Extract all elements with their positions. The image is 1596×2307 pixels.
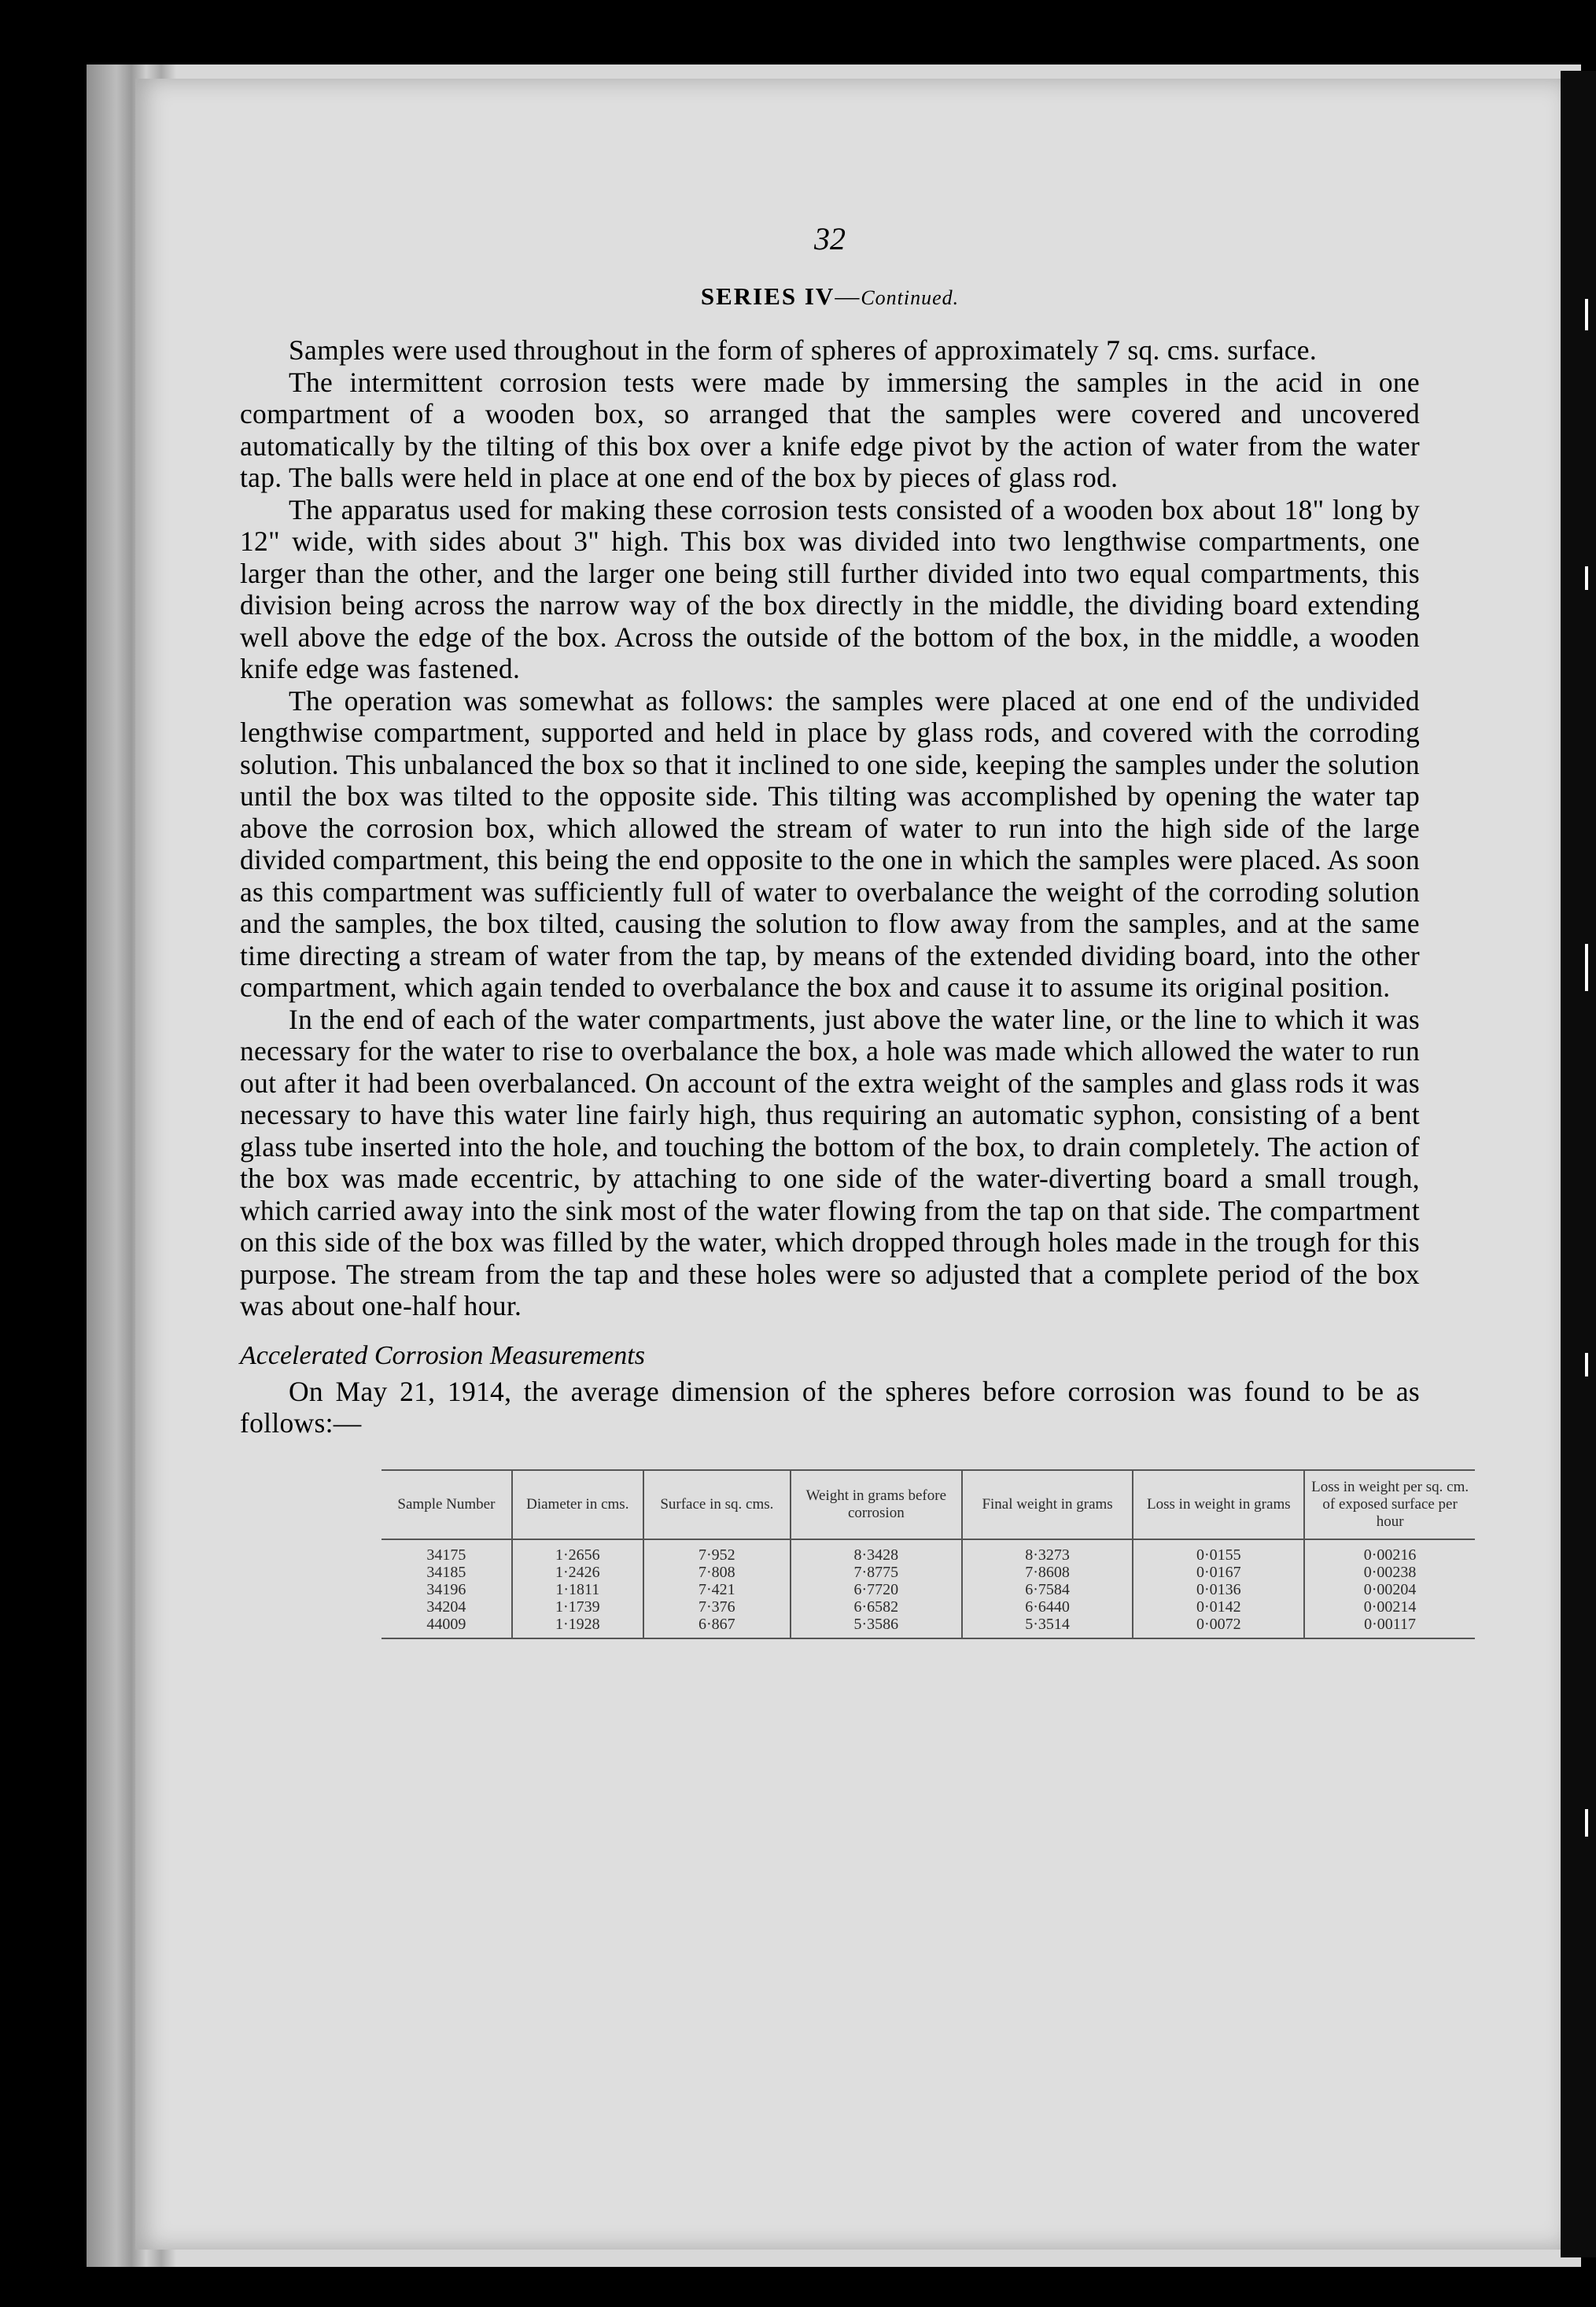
table-cell: 5·3586 xyxy=(853,1615,899,1633)
table-cell: 34175 xyxy=(426,1546,466,1564)
table-cell: 7·421 xyxy=(698,1580,735,1598)
table-cell: 34204 xyxy=(426,1598,466,1616)
table-cell: 7·8608 xyxy=(1025,1563,1070,1581)
scan-artifact xyxy=(1585,944,1588,991)
table-cell-column xyxy=(1133,1539,1304,1638)
heading-dash: — xyxy=(835,282,861,310)
table-cell: 6·6440 xyxy=(1025,1598,1070,1616)
table-cell: 6·7720 xyxy=(853,1580,899,1598)
table-cell: 7·376 xyxy=(698,1598,735,1616)
table-cell: 0·0155 xyxy=(1196,1546,1241,1564)
series-heading xyxy=(240,282,1420,311)
table-cell: 0·00214 xyxy=(1363,1598,1417,1616)
paragraph: The operation was somewhat as follows: the samples were placed at one end of the undivided lengthwise compartment, supported and held in place by glass rods, and covered with the corroding solution. This unbalanced the box so that it inclined to one side, keeping the samples under the solution until the box was tilted to the opposite side. This tilting was accomplished by opening the water tap above the corrosion box, which allowed the stream of water to run into the high side of the large divided compartment, this being the end opposite to the one in which the samples were placed. As soon as this compartment was sufficiently full of water to overbalance the weight of the corroding solution and the samples, the box tilted, causing the solution to flow away from the samples, and at the same time directing a stream of water from the tap, by means of the extended dividing board, into the other compartment, which again tended to overbalance the box and cause it to assume its original position. xyxy=(240,684,1420,1003)
table-cell-column xyxy=(791,1539,962,1638)
table-cell: 7·952 xyxy=(698,1546,735,1564)
table-cell: 5·3514 xyxy=(1025,1615,1070,1633)
table-cell-column xyxy=(643,1539,791,1638)
column-header: Loss in weight in grams xyxy=(1133,1470,1304,1539)
section-title: Accelerated Corrosion Measurements xyxy=(240,1340,645,1370)
table-cell: 6·6582 xyxy=(853,1598,899,1616)
column-header: Diameter in cms. xyxy=(512,1470,643,1539)
table-cell: 44009 xyxy=(426,1615,466,1633)
table-cell: 1·2426 xyxy=(555,1563,600,1581)
table-cell: 34185 xyxy=(426,1563,466,1581)
table-cell-column xyxy=(962,1539,1133,1638)
corrosion-table xyxy=(381,1469,1475,1639)
scan-border xyxy=(1561,71,1596,2257)
table-cell: 1·1928 xyxy=(555,1615,600,1633)
column-header: Final weight in grams xyxy=(962,1470,1133,1539)
paragraph: Samples were used throughout in the form of spheres of approximately 7 sq. cms. surface. xyxy=(289,334,1318,366)
table-cell: 6·7584 xyxy=(1025,1580,1070,1598)
table-cell: 0·00117 xyxy=(1364,1615,1417,1633)
table-cell: 0·00238 xyxy=(1363,1563,1417,1581)
paragraph: In the end of each of the water compartments, just above the water line, or the line to which it was necessary for the water to rise to overbalance the box, a hole was made which allowed the water to run out after it had been overbalanced. On account of the extra weight of the samples and glass rods it was necessary to have this water line fairly high, thus requiring an automatic syphon, consisting of a bent glass tube inserted into the hole, and touching the bottom of the box, to drain completely. The action of the box was made eccentric, by attaching to one side of the water-diverting board a small trough, which carried away into the sink most of the water flowing from the tap on that side. The compartment on this side of the box was filled by the water, which dropped through holes made in the trough for this purpose. The stream from the tap and these holes were so adjusted that a complete period of the box was about one-half hour. xyxy=(240,1003,1420,1321)
table-cell: 8·3273 xyxy=(1025,1546,1070,1564)
table-row xyxy=(381,1539,1475,1638)
column-header: Sample Number xyxy=(381,1470,512,1539)
scan-artifact xyxy=(1585,1353,1588,1376)
table-cell: 0·00204 xyxy=(1363,1580,1417,1598)
table-cell: 7·8775 xyxy=(853,1563,899,1581)
table-cell: 0·0142 xyxy=(1196,1598,1241,1616)
paragraph: The apparatus used for making these corrosion tests consisted of a wooden box about 18" long by 12" wide, with sides about 3" high. This box was divided into two lengthwise compartments, one larger than the other, and the larger one being still further divided into two equal compartments, this division being across the narrow way of the box directly in the middle, the dividing board extending well above the edge of the box. Across the outside of the bottom of the box, in the middle, a wooden knife edge was fastened. xyxy=(240,493,1420,684)
page-number: 32 xyxy=(814,221,846,256)
section-intro: On May 21, 1914, the average dimension of the spheres before corrosion was found to be as follows:— xyxy=(240,1375,1420,1439)
scan-artifact xyxy=(1585,566,1588,590)
table-cell: 1·1811 xyxy=(555,1580,600,1598)
table-cell: 34196 xyxy=(426,1580,466,1598)
table-cell: 6·867 xyxy=(698,1615,735,1633)
table-header-row xyxy=(381,1470,1475,1539)
scan-artifact xyxy=(1585,1809,1588,1837)
table-cell: 1·1739 xyxy=(555,1598,600,1616)
table-cell: 0·0136 xyxy=(1196,1580,1241,1598)
paragraph: The intermittent corrosion tests were made by immersing the samples in the acid in one compartment of a wooden box, so arranged that the samples were covered and uncovered automatically by the tilting of this box over a knife edge pivot by the action of water from the water tap. The balls were held in place at one end of the box by pieces of glass rod. xyxy=(240,366,1420,493)
table-cell: 0·0072 xyxy=(1196,1615,1241,1633)
table-cell-column xyxy=(1304,1539,1475,1638)
table-cell-column xyxy=(381,1539,512,1638)
series-title: SERIES IV xyxy=(700,282,835,310)
table-cell: 0·00216 xyxy=(1363,1546,1417,1564)
scan-artifact xyxy=(1585,299,1588,330)
table-cell: 0·0167 xyxy=(1196,1563,1241,1581)
column-header: Loss in weight per sq. cm. of exposed surface per hour xyxy=(1304,1470,1475,1539)
column-header: Weight in grams before corrosion xyxy=(791,1470,962,1539)
table-cell: 7·808 xyxy=(698,1563,735,1581)
table-cell-column xyxy=(512,1539,643,1638)
column-header: Surface in sq. cms. xyxy=(643,1470,791,1539)
continued-label: Continued. xyxy=(861,286,960,309)
table-cell: 8·3428 xyxy=(853,1546,899,1564)
table-cell: 1·2656 xyxy=(555,1546,600,1564)
page-content xyxy=(240,208,1469,1639)
